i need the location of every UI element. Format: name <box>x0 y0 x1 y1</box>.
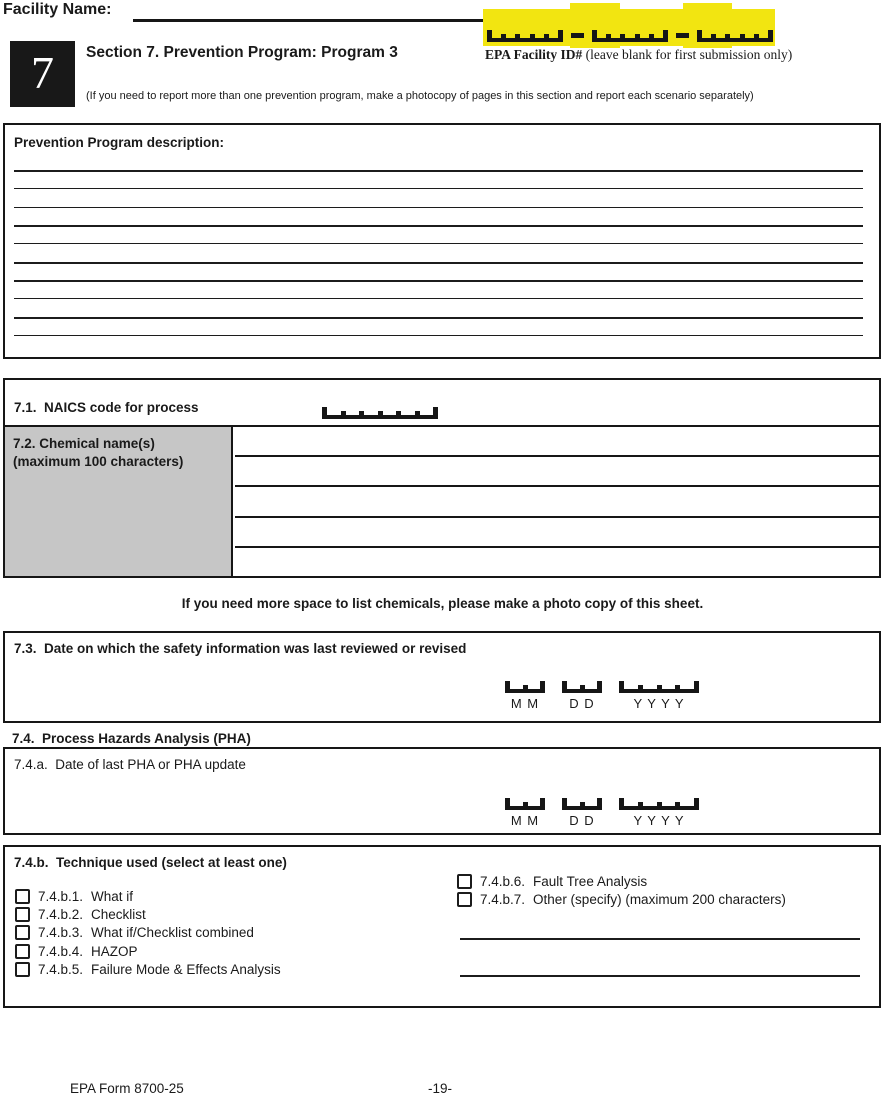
option-hazop <box>15 944 138 959</box>
option-id: 7.4.b.1. <box>38 889 84 904</box>
option-id: 7.4.b.7. <box>480 892 526 907</box>
chemical-label-line2: (maximum 100 characters) <box>13 454 184 470</box>
option-label: What if <box>91 889 134 904</box>
day-comb[interactable] <box>562 795 602 810</box>
option-label: Checklist <box>91 907 146 922</box>
chemical-name-rows <box>235 427 879 576</box>
description-line[interactable] <box>14 335 863 336</box>
epa-id-comb-group-2[interactable] <box>592 27 668 42</box>
q74a-date-field <box>505 795 699 828</box>
section-number-badge: 7 <box>10 41 75 107</box>
epa-id-label <box>485 47 792 63</box>
epa-id-dash <box>571 33 584 38</box>
date-group-day <box>562 795 602 828</box>
naics-chemical-table <box>3 378 881 578</box>
description-line[interactable] <box>14 188 863 189</box>
epa-id-dash <box>676 33 689 38</box>
year-comb[interactable] <box>619 795 699 810</box>
option-id: 7.4.b.6. <box>480 874 526 889</box>
month-comb[interactable] <box>505 795 545 810</box>
option-label: Fault Tree Analysis <box>533 874 648 889</box>
epa-id-label-note: (leave blank for first submission only) <box>582 47 793 62</box>
facility-name-input-line[interactable] <box>133 19 483 22</box>
month-label: M M <box>510 696 540 711</box>
checkbox-7-4-b-4[interactable] <box>15 944 30 959</box>
option-label: Failure Mode & Effects Analysis <box>91 962 281 977</box>
epa-id-comb-group-3[interactable] <box>697 27 773 42</box>
naics-label: 7.1. NAICS code for process <box>14 400 199 415</box>
date-group-day <box>562 678 602 711</box>
option-label: Other (specify) (maximum 200 characters) <box>533 892 786 907</box>
option-label: HAZOP <box>91 944 138 959</box>
month-comb[interactable] <box>505 678 545 693</box>
naics-code-field[interactable] <box>322 404 438 419</box>
day-label: D D <box>569 813 595 828</box>
year-label: Y Y Y Y <box>633 813 685 828</box>
option-id: 7.4.b.5. <box>38 962 84 977</box>
date-group-month <box>505 795 545 828</box>
q73-label: 7.3. Date on which the safety information was last reviewed or revised <box>14 641 467 656</box>
description-line[interactable] <box>14 207 863 208</box>
month-label: M M <box>510 813 540 828</box>
chemical-names-label-cell <box>5 427 233 576</box>
epa-facility-id-field <box>487 29 773 42</box>
chemical-name-row[interactable] <box>235 457 879 487</box>
chemical-name-row[interactable] <box>235 518 879 548</box>
epa-id-comb-group-1[interactable] <box>487 27 563 42</box>
option-what-if-checklist <box>15 925 254 940</box>
footer-form-number: EPA Form 8700-25 <box>70 1081 184 1096</box>
day-comb[interactable] <box>562 678 602 693</box>
chemical-name-row[interactable] <box>235 548 879 576</box>
option-id: 7.4.b.2. <box>38 907 84 922</box>
description-line[interactable] <box>14 280 863 282</box>
description-line[interactable] <box>14 225 863 227</box>
other-specify-line-1[interactable] <box>460 938 860 940</box>
option-other-specify <box>457 892 786 907</box>
q74a-box <box>3 747 881 835</box>
date-group-year <box>619 678 699 711</box>
checkbox-7-4-b-3[interactable] <box>15 925 30 940</box>
q74a-label: 7.4.a. Date of last PHA or PHA update <box>14 757 246 772</box>
facility-name-label: Facility Name: <box>3 1 112 18</box>
chemical-name-row[interactable] <box>235 487 879 517</box>
option-failure-mode <box>15 962 281 977</box>
option-checklist <box>15 907 146 922</box>
description-line[interactable] <box>14 262 863 264</box>
section-note: (If you need to report more than one prevention program, make a photocopy of pages in this section and report each scenario separately) <box>86 90 754 102</box>
epa-id-label-bold: EPA Facility ID# <box>485 47 583 62</box>
year-label: Y Y Y Y <box>633 696 685 711</box>
chemical-name-row[interactable] <box>235 427 879 457</box>
chemical-label-line1: 7.2. Chemical name(s) <box>13 436 155 451</box>
checkbox-7-4-b-7[interactable] <box>457 892 472 907</box>
q73-date-field <box>505 678 699 711</box>
q73-box <box>3 631 881 723</box>
option-id: 7.4.b.3. <box>38 925 84 940</box>
section-title: Section 7. Prevention Program: Program 3 <box>86 44 398 61</box>
checkbox-7-4-b-1[interactable] <box>15 889 30 904</box>
description-line[interactable] <box>14 298 863 299</box>
description-line[interactable] <box>14 243 863 244</box>
footer-page-number: -19- <box>428 1081 453 1096</box>
date-group-month <box>505 678 545 711</box>
option-what-if <box>15 889 133 904</box>
option-label: What if/Checklist combined <box>91 925 254 940</box>
chemicals-more-space-note: If you need more space to list chemicals, please make a photo copy of this sheet. <box>181 596 704 611</box>
q74-heading: 7.4. Process Hazards Analysis (PHA) <box>12 731 251 746</box>
other-specify-line-2[interactable] <box>460 975 860 977</box>
option-fault-tree <box>457 874 647 889</box>
description-box <box>3 123 881 359</box>
year-comb[interactable] <box>619 678 699 693</box>
day-label: D D <box>569 696 595 711</box>
checkbox-7-4-b-6[interactable] <box>457 874 472 889</box>
description-line[interactable] <box>14 170 863 172</box>
description-line[interactable] <box>14 317 863 319</box>
checkbox-7-4-b-2[interactable] <box>15 907 30 922</box>
q74b-label: 7.4.b. Technique used (select at least one) <box>14 855 287 870</box>
checkbox-7-4-b-5[interactable] <box>15 962 30 977</box>
description-label: Prevention Program description: <box>14 135 225 150</box>
q74b-box <box>3 845 881 1008</box>
date-group-year <box>619 795 699 828</box>
option-id: 7.4.b.4. <box>38 944 84 959</box>
